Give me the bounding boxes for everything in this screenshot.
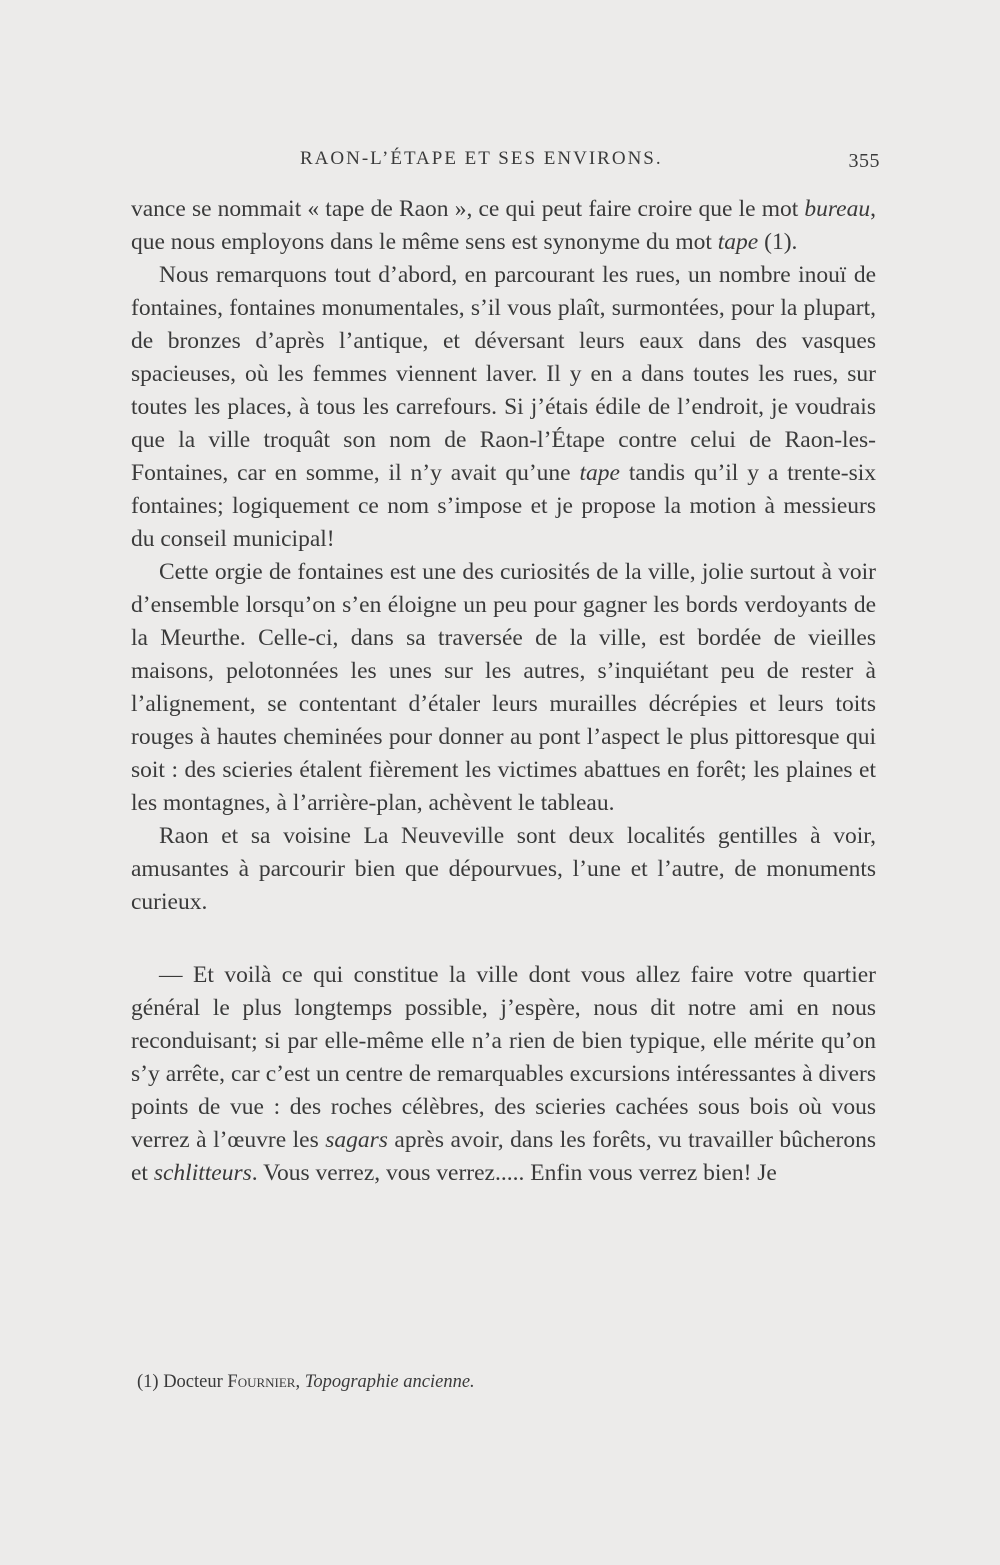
italic-word: schlitteurs bbox=[153, 1160, 252, 1186]
italic-word: sagars bbox=[325, 1127, 388, 1153]
italic-word: tape bbox=[717, 229, 759, 255]
paragraph-1: vance se nommait « tape de Raon », ce qui peut faire croire que le mot bureau, que nous employons dans le même sens est synonyme du mot tape (1). bbox=[131, 196, 876, 255]
footnote: (1) Docteur Fournier, Topographie ancienne. bbox=[137, 1372, 475, 1392]
page-number: 355 bbox=[848, 150, 880, 172]
italic-word: tape bbox=[579, 460, 620, 486]
body-text bbox=[131, 193, 876, 1190]
section-break bbox=[131, 919, 876, 959]
paragraph-3: Cette orgie de fontaines est une des curiosités de la ville, jolie surtout à voir d’ensemble lorsqu’on s’en éloigne un peu pour gagner les bords verdoyants de la Meurthe. Celle-ci, dans sa traversée de la ville, est bordée de vieilles maisons, pelotonnées les unes sur les autres, s’inquiétant peu de rester à l’alignement, se contentant d’étaler leurs murailles décrépies et leurs toits rouges à hautes cheminées pour donner au pont l’aspect le plus pittoresque qui soit : des scieries étalent fièrement les victimes abattues en forêt; les plaines et les montagnes, à l’arrière-plan, achèvent le tableau. bbox=[131, 559, 876, 816]
running-title: RAON-L’ÉTAPE ET SES ENVIRONS. bbox=[300, 148, 663, 169]
italic-word: bureau bbox=[804, 196, 871, 222]
paragraph-4: Raon et sa voisine La Neuveville sont deux localités gentilles à voir, amusantes à parcourir bien que dépourvues, l’une et l’autre, de monuments curieux. bbox=[131, 823, 876, 915]
footnote-author: Fournier bbox=[227, 1372, 296, 1392]
paragraph-2: Nous remarquons tout d’abord, en parcourant les rues, un nombre inouï de fontaines, fontaines monumentales, s’il vous plaît, surmontées, pour la plupart, de bronzes d’après l’antique, et déversant leurs eaux dans des vasques spacieuses, où les femmes viennent laver. Il y en a dans toutes les rues, sur toutes les places, à tous les carrefours. Si j’étais édile de l’endroit, je voudrais que la ville troquât son nom de Raon-l’Étape contre celui de Raon-les-Fontaines, car en somme, il n’y avait qu’une tape tandis qu’il y a trente-six fontaines; logiquement ce nom s’impose et je propose la motion à messieurs du conseil municipal! bbox=[131, 262, 876, 552]
page-header bbox=[300, 148, 880, 180]
paragraph-5: — Et voilà ce qui constitue la ville dont vous allez faire votre quartier général le plus longtemps possible, j’espère, nous dit notre ami en nous reconduisant; si par elle-même elle n’a rien de bien typique, elle mérite qu’on s’y arrête, car c’est un centre de remarquables excursions intéressantes à divers points de vue : des roches célèbres, des scieries cachées sous bois où vous verrez à l’œuvre les sagars après avoir, dans les forêts, vu travailler bûcherons et schlitteurs. Vous verrez, vous verrez..... Enfin vous verrez bien! Je bbox=[131, 962, 876, 1186]
footnote-title: Topographie ancienne. bbox=[304, 1372, 475, 1392]
